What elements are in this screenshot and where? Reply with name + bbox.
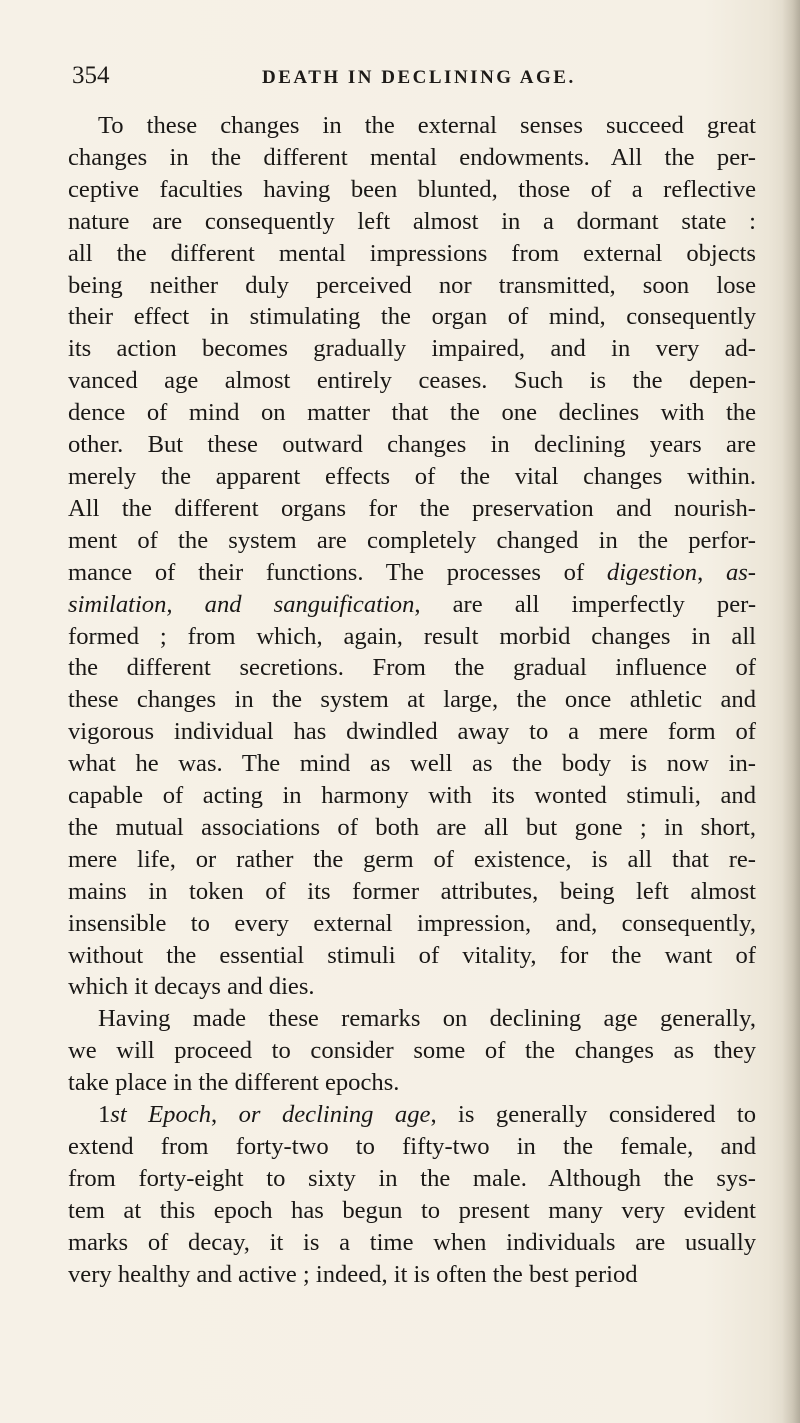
text-line [68,780,756,812]
text-line [68,110,756,142]
text-span: mance of their functions. The processes of [68,558,607,586]
page-edge-shadow [782,0,800,1423]
text-line [68,301,756,333]
text-line [68,971,756,1003]
text-span: which it decays and dies. [68,973,315,1001]
text-span: their effect in stimulating the organ of mind, consequently [68,303,756,331]
text-line [68,940,756,972]
text-line [68,525,756,557]
text-line [68,1099,756,1131]
text-span: tem at this epoch has begun to present many very evident [68,1196,756,1224]
text-span: , [211,1101,239,1129]
text-line [68,1035,756,1067]
text-line [68,652,756,684]
text-span: ment of the system are completely changed in the perfor- [68,526,756,554]
text-line [68,493,756,525]
text-span: we will proceed to consider some of the changes as they [68,1037,756,1065]
paragraph [68,1099,756,1290]
text-span: vigorous individual has dwindled away to a mere form of [68,718,756,746]
text-span: mains in token of its former attributes, being left almost [68,877,756,905]
text-span: from forty-eight to sixty in the male. Although the sys- [68,1164,756,1192]
text-line [68,174,756,206]
text-span: insensible to every external impression, and, consequently, [68,909,756,937]
text-line [68,429,756,461]
text-line [68,621,756,653]
text-line [68,589,756,621]
running-head [72,62,762,98]
text-span: these changes in the system at large, the once athletic and [68,686,756,714]
paragraph [68,1003,756,1099]
text-span: 1 [98,1101,111,1129]
text-span: its action becomes gradually impaired, and in very ad- [68,335,756,363]
text-span: nature are consequently left almost in a dormant state : [68,207,756,235]
text-line [68,844,756,876]
text-line [68,1163,756,1195]
text-line [68,206,756,238]
text-line [68,876,756,908]
text-span: marks of decay, it is a time when individuals are usually [68,1228,756,1256]
text-line [68,908,756,940]
text-span: all the different mental impressions from external objects [68,239,756,267]
text-line [68,1003,756,1035]
text-span: very healthy and active ; indeed, it is often the best period [68,1260,638,1288]
text-span: changes in the different mental endowments. All the per- [68,143,756,171]
text-span: All the different organs for the preservation and nourish- [68,494,756,522]
text-line [68,461,756,493]
text-span: Having made these remarks on declining age generally, [98,1005,756,1033]
running-title: DEATH IN DECLINING AGE. [262,67,576,88]
text-span: To these changes in the external senses succeed great [98,112,756,139]
text-span: , are all imperfectly per- [414,590,757,618]
text-line [68,716,756,748]
text-span: dence of mind on matter that the one declines with the [68,399,756,427]
paragraph [68,110,756,1003]
page-number: 354 [72,62,110,89]
text-line [68,1227,756,1259]
text-span: , [697,558,726,586]
text-span: without the essential stimuli of vitality, for the want of [68,941,756,969]
text-line [68,557,756,589]
text-span: , is generally considered to [430,1101,756,1129]
text-line [68,365,756,397]
text-line [68,812,756,844]
text-span: being neither duly perceived nor transmitted, soon lose [68,271,756,299]
italic-text: st Epoch [110,1101,211,1129]
text-span: ceptive faculties having been blunted, those of a reflective [68,175,756,203]
text-line [68,397,756,429]
text-span: the different secretions. From the gradual influence of [68,654,756,682]
text-span: take place in the different epochs. [68,1069,400,1097]
text-line [68,1067,756,1099]
text-line [68,238,756,270]
text-span: capable of acting in harmony with its wonted stimuli, and [68,782,756,810]
text-line [68,1259,756,1291]
text-span: other. But these outward changes in declining years are [68,431,756,459]
text-line [68,270,756,302]
text-line [68,333,756,365]
text-line [68,684,756,716]
italic-text: digestion [606,558,698,586]
text-line [68,1195,756,1227]
italic-text: or declining age [238,1101,431,1129]
text-span: mere life, or rather the germ of existence, is all that re- [68,845,756,873]
text-line [68,1131,756,1163]
text-span: what he was. The mind as well as the body is now in- [68,750,756,778]
text-line [68,142,756,174]
text-span: formed ; from which, again, result morbid changes in all [68,622,756,650]
text-span: vanced age almost entirely ceases. Such is the depen- [68,367,756,395]
italic-text: similation, and sanguification [68,590,415,618]
italic-text: as- [725,558,756,586]
text-span: merely the apparent effects of the vital changes within. [68,462,756,490]
text-span: the mutual associations of both are all but gone ; in short, [68,813,756,841]
body-text [68,110,756,1291]
text-line [68,748,756,780]
text-span: extend from forty-two to fifty-two in the female, and [68,1133,756,1160]
